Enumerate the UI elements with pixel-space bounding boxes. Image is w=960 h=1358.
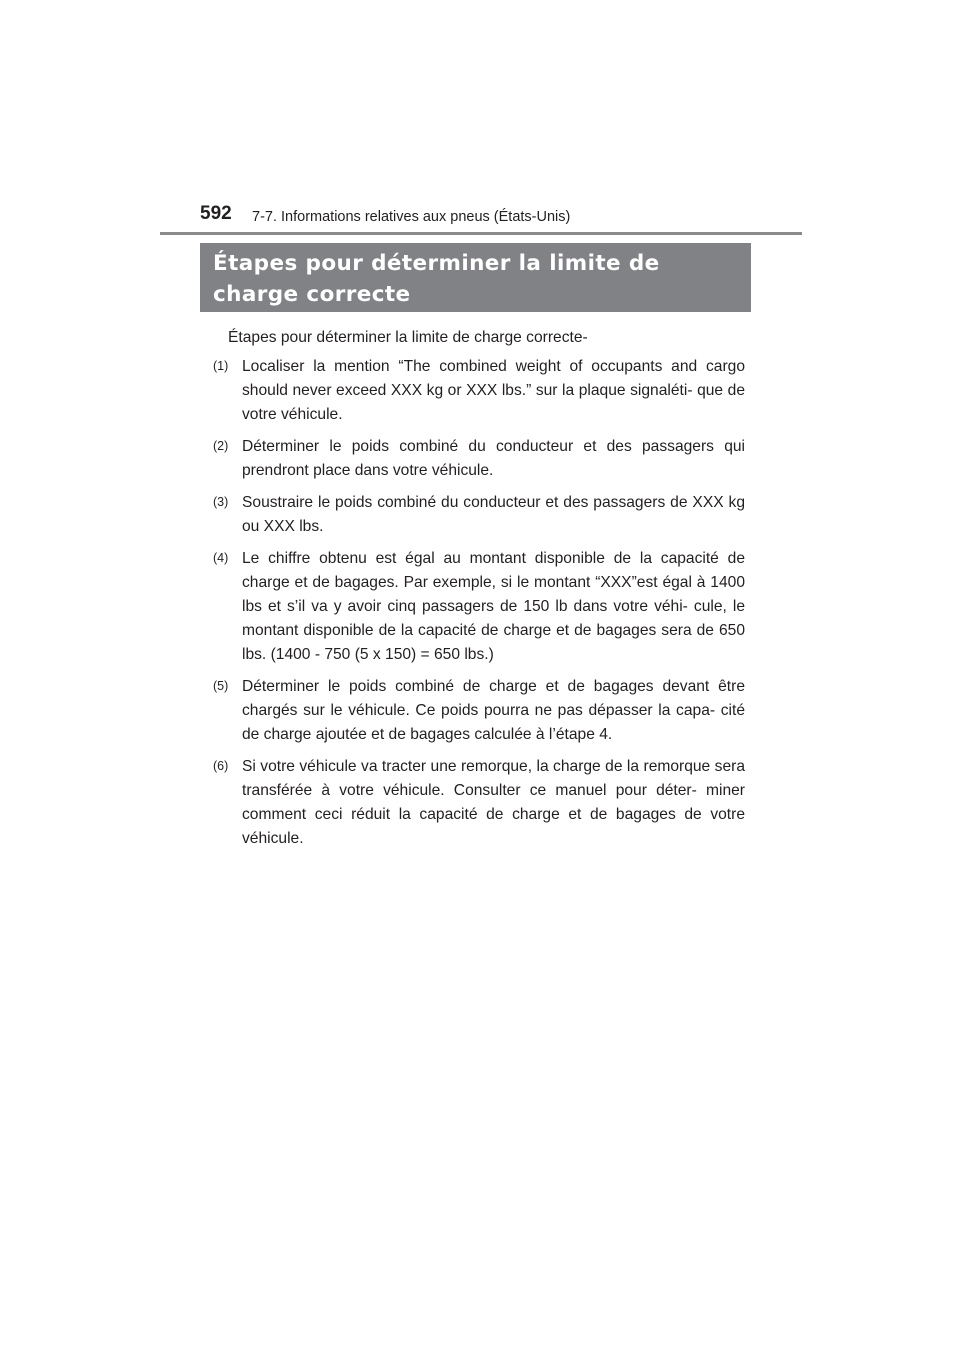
running-head: 7-7. Informations relatives aux pneus (États-Unis) xyxy=(252,209,571,225)
header-rule xyxy=(160,232,802,235)
step-item-3 xyxy=(213,491,745,539)
section-title-band xyxy=(200,243,751,312)
section-title: Étapes pour déterminer la limite de charge correcte xyxy=(213,251,660,307)
step-list xyxy=(213,355,745,859)
step-text: Si votre véhicule va tracter une remorque, la charge de la remorque sera transférée à votre véhicule. Consulter ce manuel pour déter- miner comment ceci réduit la capacité de charge et de bagages de votre véhicule. xyxy=(242,758,745,847)
step-text: Le chiffre obtenu est égal au montant disponible de la capacité de charge et de bagages. Par exemple, si le montant “XXX”est égal à 1400 lbs et s’il va y avoir cinq passagers de 150 lb dans votre véhi- cule, le montant disponible de la capacité de charge et de bagages sera de 650 lbs. (1400 - 750 (5 x 150) = 650 lbs.) xyxy=(242,550,745,663)
step-number: (1) xyxy=(213,359,229,373)
page-number: 592 xyxy=(200,203,232,224)
step-item-4 xyxy=(213,547,745,667)
step-number: (2) xyxy=(213,439,229,453)
step-number: (3) xyxy=(213,495,229,509)
step-text: Soustraire le poids combiné du conducteur et des passagers de XXX kg ou XXX lbs. xyxy=(242,494,745,535)
step-text: Déterminer le poids combiné du conducteur et des passagers qui prendront place dans votre véhicule. xyxy=(242,438,745,479)
step-item-2 xyxy=(213,435,745,483)
section-intro: Étapes pour déterminer la limite de charge correcte- xyxy=(228,329,588,346)
step-number: (5) xyxy=(213,679,229,693)
step-item-1 xyxy=(213,355,745,427)
step-number: (6) xyxy=(213,759,229,773)
step-item-6 xyxy=(213,755,745,851)
step-text: Déterminer le poids combiné de charge et de bagages devant être chargés sur le véhicule. Ce poids pourra ne pas dépasser la capa- cité de charge ajoutée et de bagages calculée à l’étape 4. xyxy=(242,678,745,743)
step-text: Localiser la mention “The combined weight of occupants and cargo should never exceed XXX kg or XXX lbs.” sur la plaque signaléti- que de votre véhicule. xyxy=(242,358,745,423)
step-item-5 xyxy=(213,675,745,747)
step-number: (4) xyxy=(213,551,229,565)
